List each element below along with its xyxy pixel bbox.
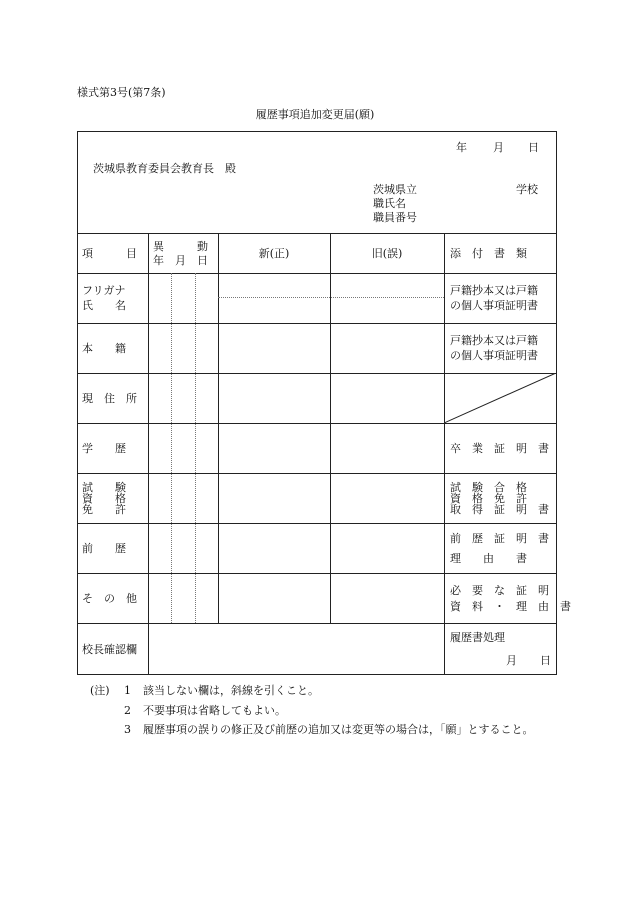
name-label: 職氏名: [373, 197, 406, 210]
date-month-label: 月: [493, 141, 504, 154]
attachment-text: 試 験 合 格: [450, 481, 527, 494]
record-processing-label: 履歴書処理: [450, 631, 505, 644]
staff-number-label: 職員番号: [373, 211, 417, 224]
attachment-text: の個人事項証明書: [450, 299, 538, 312]
attachment-text: 戸籍抄本又は戸籍: [450, 284, 538, 297]
date-day-label: 日: [528, 141, 539, 154]
note-number: 1: [124, 684, 131, 697]
note-text: 履歴事項の誤りの修正及び前歴の追加又は変更等の場合は，「願」とすること。: [143, 723, 534, 736]
row-label-previous-career: 前 歴: [82, 542, 126, 555]
notes-prefix: (注): [90, 684, 110, 697]
attachment-text: 卒 業 証 明 書: [450, 442, 549, 455]
diagonal-slash: [444, 373, 557, 423]
processing-month-label: 月: [506, 654, 517, 667]
school-prefix: 茨城県立: [373, 183, 417, 196]
principal-confirmation-label: 校長確認欄: [82, 643, 137, 656]
row-label-name: 氏 名: [82, 299, 126, 312]
note-number: 3: [124, 723, 131, 736]
row-label-furigana: フリガナ: [82, 284, 126, 297]
row-label-license: 免 許: [82, 503, 126, 516]
row-label-domicile: 本 籍: [82, 342, 126, 355]
school-suffix: 学校: [516, 183, 538, 196]
row-label-qualification: 資 格: [82, 492, 126, 505]
col-header-attachments: 添 付 書 類: [450, 247, 527, 260]
attachment-text: 取 得 証 明 書: [450, 503, 549, 516]
attachment-text: 資 料 ・ 理 由 書: [450, 600, 571, 613]
col-header-change: 異 動: [153, 240, 208, 253]
col-header-item: 項 目: [82, 247, 137, 260]
col-header-old: 旧(誤): [371, 247, 403, 260]
processing-day-label: 日: [540, 654, 551, 667]
date-year-label: 年: [456, 141, 467, 154]
col-header-new: 新(正): [258, 247, 290, 260]
attachment-text: 戸籍抄本又は戸籍: [450, 334, 538, 347]
page-title: 履歴事項追加変更届(願): [255, 108, 375, 121]
attachment-text: 資 格 免 許: [450, 492, 527, 505]
form-number: 様式第3号(第7条): [77, 86, 166, 99]
attachment-text: の個人事項証明書: [450, 349, 538, 362]
note-text: 不要事項は省略してもよい。: [143, 704, 286, 717]
attachment-text: 前 歴 証 明 書: [450, 532, 549, 545]
attachment-text: 理 由 書: [450, 552, 527, 565]
note-text: 該当しない欄は，斜線を引くこと。: [143, 684, 319, 697]
row-label-education: 学 歴: [82, 442, 126, 455]
row-label-address: 現 住 所: [82, 392, 137, 405]
attachment-text: 必 要 な 証 明: [450, 584, 549, 597]
row-label-other: そ の 他: [82, 592, 137, 605]
addressee: 茨城県教育委員会教育長 殿: [93, 162, 236, 175]
col-header-change-date: 年 月 日: [153, 254, 208, 267]
row-label-exam: 試 験: [82, 481, 126, 494]
note-number: 2: [124, 704, 131, 717]
